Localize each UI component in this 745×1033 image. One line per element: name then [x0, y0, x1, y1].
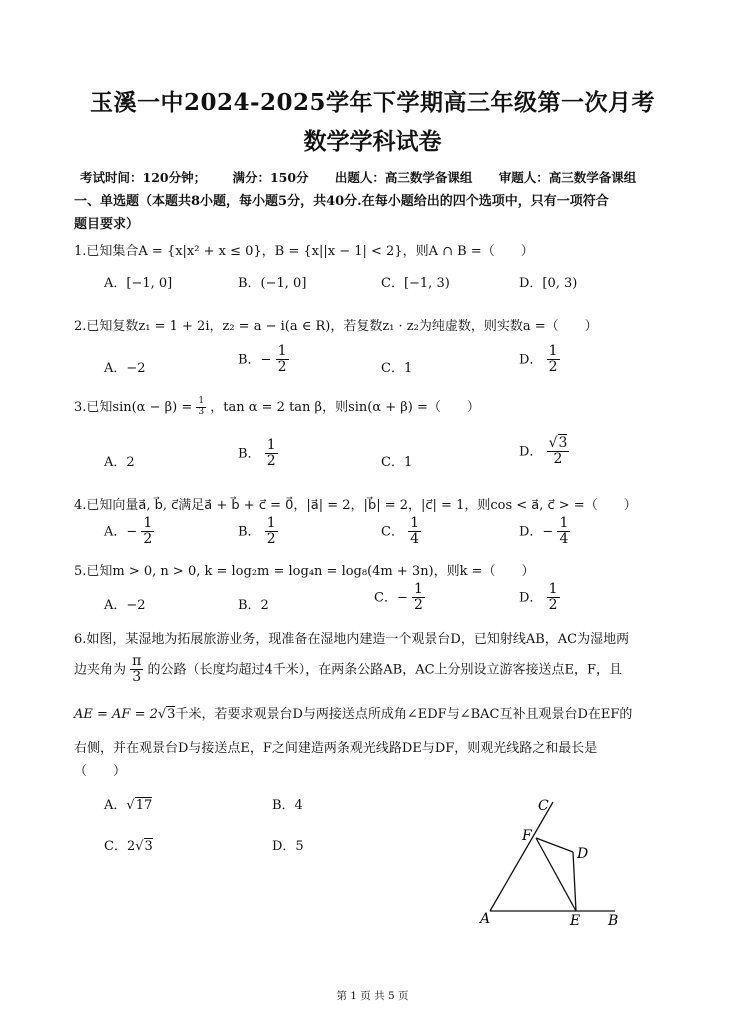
q4-option-d: [519, 516, 570, 548]
q4-option-a: [104, 516, 154, 548]
q3-stem-start: 3.已知sin(α − β) =: [74, 400, 193, 415]
q6-line3-end: 千米，若要求观景台D与两接送点所成角∠EDF与∠BAC互补且观景台D在EF的: [175, 707, 633, 722]
fraction-numerator: 1: [410, 515, 420, 531]
exam-time: 考试时间：120分钟；: [80, 170, 207, 185]
q4-option-c-fraction: [408, 516, 421, 548]
fraction-numerator: π: [132, 653, 142, 669]
q6-line3-root: 3: [167, 707, 176, 722]
q6-geometry-figure: [470, 790, 630, 930]
q5-option-d-label: D．: [519, 590, 543, 606]
q6-option-b: B．4: [272, 798, 303, 813]
fraction-denominator: 2: [553, 451, 563, 468]
q2-option-d-label: D．: [519, 352, 543, 368]
fraction-numerator: 1: [143, 515, 153, 531]
q5-option-b: B．2: [238, 598, 269, 613]
q6-line2-end: 的公路（长度均超过4千米），在两条公路AB，AC上分别设立游客接送点E，F，且: [147, 662, 623, 678]
exam-reviewer: 审题人：高三数学备课组: [498, 170, 637, 185]
q3-stem-fraction: [196, 397, 206, 418]
q2-option-a: A．−2: [104, 361, 146, 376]
q6-line3-start: AE = AF = 2: [74, 707, 158, 722]
fraction-numerator: 1: [198, 396, 205, 407]
q3-option-d-fraction: [547, 436, 570, 468]
q2-option-d-fraction: [547, 344, 560, 376]
q4-option-b-fraction: [265, 516, 278, 548]
segment-de: [573, 852, 576, 911]
q6-option-a-label: A．: [104, 798, 127, 813]
question-6-line-1: 6.如图，某湿地为拓展旅游业务，现准备在湿地内建造一个观景台D，已知射线AB，AC为湿地两: [74, 632, 630, 647]
fraction-denominator: 2: [143, 531, 153, 548]
q3-option-d: [519, 436, 569, 468]
question-3-stem: [74, 396, 480, 418]
fraction-denominator: 2: [266, 453, 276, 470]
q1-option-b: B．(−1, 0]: [238, 276, 307, 291]
q6-angle-fraction: [130, 654, 143, 686]
fraction-denominator: 4: [410, 531, 420, 548]
q4-option-c: [381, 516, 421, 548]
q3-option-d-label: D．: [519, 444, 543, 460]
question-6-line-3: AE = AF = 2√3千米，若要求观景台D与两接送点所成角∠EDF与∠BAC互补且观景台D在EF的: [74, 707, 633, 722]
fraction-numerator: 1: [559, 515, 569, 531]
fraction-denominator: 3: [132, 669, 142, 686]
q2-option-b: [238, 344, 289, 376]
question-6-line-2: [74, 654, 622, 686]
q3-stem-end: ，tan α = 2 tan β，则sin(α + β) =（ ）: [210, 400, 480, 415]
q6-option-a: A．√17: [104, 798, 153, 813]
fraction-numerator: 1: [277, 343, 287, 359]
fraction-denominator: 3: [198, 407, 205, 417]
q6-line2-start: 边夹角为: [74, 662, 127, 678]
page-footer: 第 1 页 共 5 页: [336, 990, 409, 1002]
fraction-denominator: 2: [548, 597, 558, 614]
label-c: C: [538, 798, 549, 814]
q1-option-d: D．[0, 3): [519, 276, 578, 291]
section-heading: 一、单选题（本题共8小题，每小题5分，共40分.在每小题给出的四个选项中，只有一项符合: [74, 194, 609, 209]
fraction-denominator: 2: [266, 531, 276, 548]
q3-option-a: A．2: [104, 455, 135, 470]
q4-option-b: [238, 516, 278, 548]
segment-fe: [536, 838, 576, 911]
fraction-denominator: 4: [559, 531, 569, 548]
q1-option-a: A．[−1, 0]: [104, 276, 173, 291]
q1-option-c: C．[−1, 3): [381, 276, 450, 291]
label-a: A: [480, 911, 491, 927]
fraction-denominator: 2: [413, 597, 423, 614]
question-2-stem: 2.已知复数z₁ = 1 + 2i，z₂ = a − i(a ∈ R)，若复数z₁ · z₂为纯虚数，则实数a =（ ）: [74, 319, 598, 334]
q5-option-d: [519, 582, 560, 614]
fraction-numerator: 1: [266, 437, 276, 453]
exam-title: 玉溪一中2024-2025学年下学期高三年级第一次月考: [89, 89, 656, 116]
fraction-numerator: 1: [413, 581, 423, 597]
question-1-stem: 1.已知集合A = {x|x² + x ≤ 0}，B = {x||x − 1| < 2}，则A ∩ B =（ ）: [74, 244, 534, 259]
q2-option-c: C．1: [381, 361, 413, 376]
segment-fd: [536, 838, 573, 852]
fraction-numerator: 1: [266, 515, 276, 531]
question-4-stem: 4.已知向量a⃗, b⃗, c⃗满足a⃗ + b⃗ + c⃗ = 0⃗，|a⃗| = 2，|b⃗| = 2，|c⃗| = 1，则cos < a⃗, c⃗ > =（ ）: [74, 498, 637, 513]
q5-option-c-label: C．−: [374, 590, 408, 606]
q4-option-c-label: C．: [381, 524, 404, 540]
exam-subtitle: 数学学科试卷: [303, 128, 442, 155]
q6-option-a-root: 17: [135, 798, 153, 813]
q3-option-b-fraction: [265, 438, 278, 470]
fraction-numerator: √3: [548, 435, 568, 451]
sqrt-radicand: 3: [558, 435, 568, 451]
label-f: F: [522, 828, 532, 844]
q4-option-a-label: A．−: [104, 524, 138, 540]
section-heading-cont: 题目要求）: [74, 217, 140, 232]
q6-option-c-root: 3: [144, 839, 153, 854]
fraction-numerator: 1: [548, 581, 558, 597]
fraction-denominator: 2: [548, 359, 558, 376]
exam-setter: 出题人：高三数学备课组: [334, 170, 473, 185]
fraction-denominator: 2: [277, 359, 287, 376]
q4-option-a-fraction: [141, 516, 154, 548]
q4-option-d-fraction: [557, 516, 570, 548]
fraction-numerator: 1: [548, 343, 558, 359]
ray-ac: [490, 802, 553, 911]
q4-option-b-label: B．: [238, 524, 261, 540]
q3-option-b: [238, 438, 278, 470]
q2-option-b-fraction: [276, 344, 289, 376]
q4-option-d-label: D．−: [519, 524, 554, 540]
q3-option-b-label: B．: [238, 446, 261, 462]
q5-option-d-fraction: [547, 582, 560, 614]
q5-option-a: A．−2: [104, 598, 146, 613]
q2-option-b-label: B．−: [238, 352, 272, 368]
q6-option-c: C．2√3: [104, 839, 153, 854]
label-e: E: [570, 913, 581, 929]
label-d: D: [577, 846, 589, 862]
question-5-stem: 5.已知m > 0, n > 0, k = log₂m = log₄n = log₈(4m + 3n)，则k =（ ）: [74, 564, 535, 579]
q3-option-c: C．1: [381, 455, 413, 470]
question-6-line-5: （ ）: [74, 764, 127, 779]
q2-option-d: [519, 344, 560, 376]
q5-option-c: [374, 582, 425, 614]
label-b: B: [608, 913, 619, 929]
q5-option-c-fraction: [412, 582, 425, 614]
q6-option-d: D．5: [272, 839, 304, 854]
question-6-line-4: 右侧，并在观景台D与接送点E，F之间建造两条观光线路DE与DF，则观光线路之和最长是: [74, 741, 598, 756]
q6-option-c-label: C．2: [104, 839, 136, 854]
exam-score: 满分：150分: [232, 170, 309, 185]
exam-info: [80, 168, 636, 186]
